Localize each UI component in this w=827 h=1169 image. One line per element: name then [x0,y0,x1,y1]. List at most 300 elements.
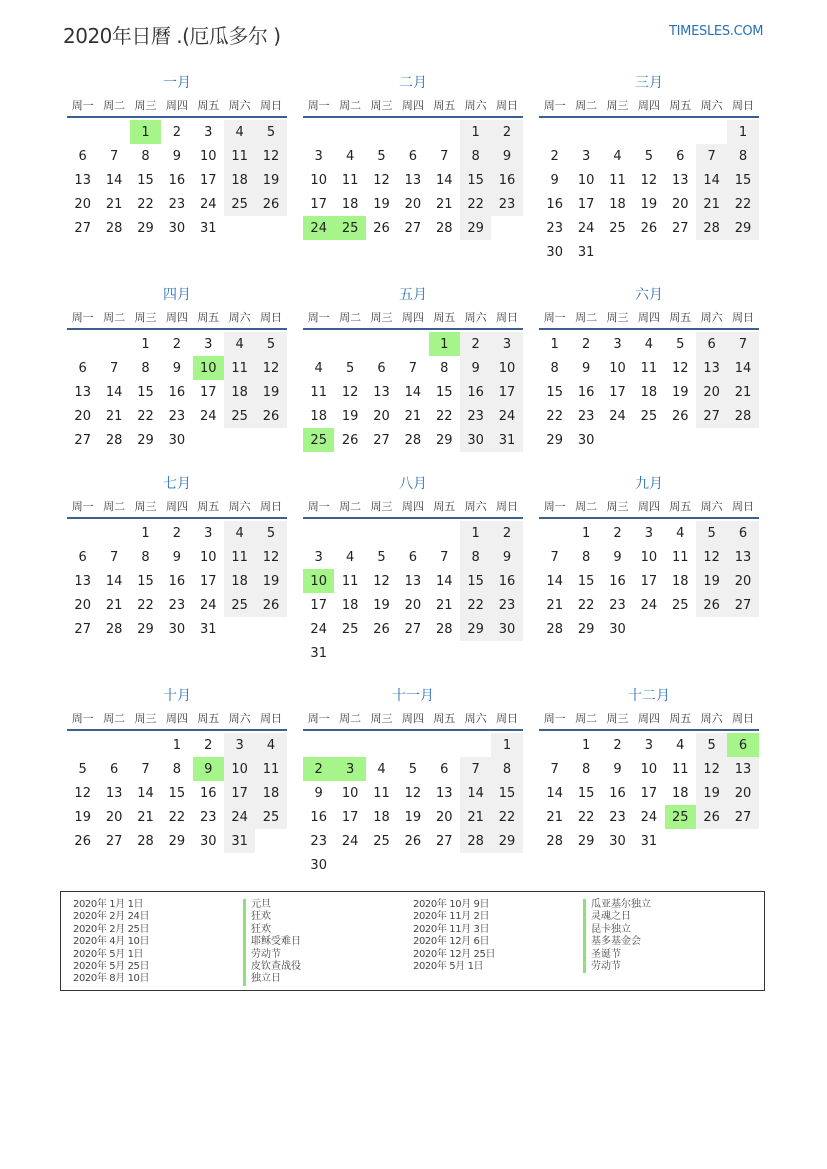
day-cell: 22 [137,597,154,613]
legend-holiday-name: 元旦 [243,899,301,911]
day-cell: 11 [671,549,689,565]
day-cell: 17 [577,196,595,212]
day-cell: 27 [727,593,758,617]
month-block [303,473,523,665]
day-cell: 15 [577,573,595,589]
header-rule [539,328,759,330]
day-cell: 13 [105,785,123,801]
day-cell: 14 [105,172,123,188]
day-cell: 4 [345,148,355,164]
day-cell: 6 [78,360,87,376]
day-cell: 4 [676,737,685,753]
month-name: 十月 [163,688,191,704]
weekday-label: 周六 [228,500,251,513]
day-cell: 27 [74,621,91,637]
day-cell: 19 [671,384,689,400]
day-cell: 29 [460,216,491,240]
day-cell: 11 [224,144,255,168]
day-cell: 26 [671,408,689,424]
month-name: 十二月 [628,688,670,704]
day-cell: 19 [341,408,359,424]
day-cell: 12 [74,785,91,801]
weekday-label: 周六 [700,99,723,112]
month-name: 七月 [163,476,191,492]
holiday-cell: 24 [303,216,334,240]
header-rule [539,729,759,731]
empty-cell [633,120,664,144]
day-cell: 26 [255,593,286,617]
day-cell: 17 [199,172,217,188]
day-cell: 9 [172,148,181,164]
day-cell: 13 [696,356,727,380]
day-cell: 12 [671,360,689,376]
day-cell: 22 [137,408,154,424]
weekday-label: 周六 [228,712,251,725]
empty-cell [366,521,397,545]
holiday-cell: 1 [130,120,161,144]
header-rule [67,116,287,118]
day-cell: 1 [727,120,758,144]
weekday-label: 周六 [464,99,487,112]
day-cell: 14 [105,384,123,400]
day-cell: 2 [613,737,622,753]
day-cell: 6 [408,148,417,164]
weekday-label: 周二 [339,99,362,112]
legend-date: 2020年 2月 25日 [73,923,150,935]
month-name: 八月 [399,476,427,492]
day-cell: 23 [199,809,217,825]
day-cell: 1 [141,336,150,352]
day-cell: 24 [341,833,359,849]
day-cell: 10 [199,148,217,164]
weekday-label: 周日 [496,99,519,112]
day-cell: 11 [609,172,626,188]
day-cell: 27 [404,621,422,637]
day-cell: 21 [546,597,563,613]
weekday-label: 周四 [637,311,660,324]
day-cell: 10 [310,172,327,188]
day-cell: 26 [373,220,390,236]
weekday-label: 周五 [669,99,692,112]
day-cell: 11 [341,573,359,589]
day-cell: 8 [491,757,522,781]
day-cell: 17 [224,781,255,805]
day-cell: 19 [640,196,658,212]
weekday-header [539,707,759,729]
holiday-cell: 25 [334,216,365,240]
legend-date: 2020年 12月 25日 [413,948,496,960]
header-rule [303,517,523,519]
legend-date: 2020年 1月 1日 [73,899,144,910]
day-cell: 22 [460,192,491,216]
day-cell: 10 [640,549,658,565]
weekday-label: 周日 [496,500,519,513]
day-cell: 15 [435,384,453,400]
day-cell: 23 [168,196,186,212]
weekday-label: 周四 [401,712,424,725]
day-cell: 26 [341,432,359,448]
weekday-label: 周一 [71,712,94,725]
day-cell: 21 [727,380,758,404]
day-cell: 12 [696,545,727,569]
day-cell: 11 [310,384,327,400]
day-cell: 24 [224,805,255,829]
day-cell: 16 [168,172,186,188]
empty-cell [366,120,397,144]
day-cell: 14 [727,356,758,380]
day-cell: 24 [199,196,217,212]
empty-cell [570,120,601,144]
day-cell: 20 [373,408,390,424]
day-cell: 5 [644,148,653,164]
empty-cell [397,733,428,757]
weekday-label: 周三 [134,500,157,513]
day-cell: 25 [671,597,689,613]
day-grid [303,521,523,665]
day-cell: 27 [74,220,91,236]
day-cell: 4 [314,360,323,376]
day-cell: 20 [435,809,453,825]
day-cell: 11 [224,356,255,380]
empty-cell [397,332,428,356]
day-cell: 12 [255,545,286,569]
legend-date: 2020年 10月 9日 [413,899,490,910]
legend-holiday-name: 狂欢 [243,911,301,923]
empty-cell [366,733,397,757]
day-cell: 26 [696,805,727,829]
month-block [67,284,287,452]
day-cell: 2 [550,148,559,164]
day-cell: 27 [671,220,689,236]
day-cell: 27 [404,220,422,236]
day-cell: 22 [137,196,154,212]
weekday-label: 周三 [134,311,157,324]
day-cell: 15 [727,168,758,192]
day-cell: 21 [105,408,123,424]
empty-cell [460,733,491,757]
site-link[interactable]: TIMESLES.COM [669,24,764,39]
month-block [67,72,287,240]
day-cell: 21 [460,805,491,829]
month-name: 二月 [399,75,427,91]
day-cell: 30 [168,220,186,236]
weekday-header [539,306,759,328]
month-block [303,685,523,877]
day-cell: 29 [137,621,154,637]
weekday-header [539,94,759,116]
day-grid [539,521,759,641]
weekday-label: 周日 [496,311,519,324]
day-cell: 9 [613,761,622,777]
weekday-label: 周四 [165,99,188,112]
day-cell: 24 [640,597,658,613]
day-cell: 24 [491,404,522,428]
day-cell: 16 [546,196,563,212]
empty-cell [539,120,570,144]
day-cell: 16 [609,785,626,801]
day-cell: 26 [373,621,390,637]
day-cell: 4 [224,332,255,356]
holiday-cell: 10 [193,356,224,380]
day-grid [303,120,523,240]
weekday-label: 周一 [543,99,566,112]
weekday-label: 周四 [401,311,424,324]
day-cell: 30 [310,857,327,873]
weekday-label: 周一 [307,712,330,725]
day-cell: 8 [141,360,150,376]
day-cell: 18 [609,196,626,212]
day-cell: 18 [341,597,359,613]
day-cell: 19 [404,809,422,825]
weekday-label: 周三 [134,99,157,112]
weekday-label: 周五 [197,99,220,112]
weekday-label: 周五 [433,99,456,112]
day-cell: 5 [255,332,286,356]
day-cell: 23 [491,593,522,617]
day-cell: 15 [168,785,186,801]
day-cell: 12 [640,172,658,188]
day-cell: 7 [550,549,559,565]
day-cell: 26 [74,833,91,849]
weekday-label: 周二 [575,500,598,513]
day-cell: 19 [696,569,727,593]
day-cell: 16 [199,785,217,801]
day-grid [67,733,287,853]
day-cell: 30 [168,621,186,637]
day-cell: 26 [696,593,727,617]
day-cell: 3 [204,124,213,140]
weekday-label: 周二 [103,311,126,324]
day-cell: 9 [460,356,491,380]
legend-date: 2020年 5月 1日 [73,948,144,960]
day-cell: 10 [577,172,595,188]
day-cell: 15 [460,168,491,192]
header-rule [303,116,523,118]
header-rule [303,729,523,731]
day-cell: 12 [696,757,727,781]
day-cell: 19 [255,380,286,404]
day-cell: 6 [696,332,727,356]
day-cell: 23 [609,597,626,613]
month-name: 一月 [163,75,191,91]
day-cell: 21 [546,809,563,825]
day-cell: 9 [314,785,323,801]
legend-holiday-name: 昆卡独立 [583,924,651,936]
holiday-cell: 9 [193,757,224,781]
day-cell: 26 [255,192,286,216]
day-cell: 8 [581,761,591,777]
header-rule [67,517,287,519]
day-cell: 6 [408,549,417,565]
day-cell: 10 [341,785,359,801]
day-cell: 8 [141,148,150,164]
weekday-label: 周四 [637,500,660,513]
header-rule [303,328,523,330]
empty-cell [98,521,129,545]
day-grid [539,733,759,853]
day-cell: 11 [640,360,658,376]
legend-date: 2020年 4月 10日 [73,936,150,948]
day-cell: 11 [224,545,255,569]
day-cell: 13 [404,172,422,188]
legend-holiday-name: 皮钦查战役 [243,961,301,973]
weekday-label: 周一 [543,712,566,725]
day-cell: 13 [74,573,91,589]
day-grid [303,733,523,877]
weekday-label: 周一 [307,500,330,513]
day-cell: 20 [727,569,758,593]
day-cell: 16 [460,380,491,404]
day-cell: 6 [676,148,685,164]
day-cell: 2 [613,525,622,541]
day-cell: 5 [408,761,417,777]
day-cell: 18 [640,384,658,400]
day-cell: 3 [491,332,522,356]
day-cell: 21 [404,408,422,424]
day-cell: 30 [609,833,626,849]
day-cell: 23 [546,220,563,236]
day-cell: 8 [172,761,181,777]
day-cell: 13 [74,172,91,188]
day-cell: 15 [137,384,154,400]
day-cell: 2 [491,120,522,144]
legend-holiday-name: 独立日 [243,973,301,985]
month-block [539,685,759,853]
day-cell: 16 [168,573,186,589]
day-cell: 4 [613,148,622,164]
day-cell: 26 [640,220,658,236]
empty-cell [67,332,98,356]
month-block [303,284,523,452]
weekday-label: 周日 [732,500,755,513]
header-rule [67,328,287,330]
day-cell: 9 [581,360,591,376]
day-cell: 7 [141,761,150,777]
empty-cell [539,521,570,545]
day-cell: 6 [727,521,758,545]
day-cell: 4 [676,525,685,541]
day-cell: 18 [224,168,255,192]
day-cell: 18 [373,809,390,825]
day-cell: 20 [74,196,91,212]
day-cell: 6 [377,360,386,376]
weekday-label: 周一 [71,311,94,324]
day-cell: 5 [377,549,386,565]
day-cell: 24 [199,597,217,613]
day-cell: 2 [581,336,591,352]
day-cell: 29 [491,829,522,853]
month-block [67,685,287,853]
weekday-label: 周一 [543,500,566,513]
weekday-label: 周三 [606,712,629,725]
day-cell: 10 [491,356,522,380]
empty-cell [67,120,98,144]
day-cell: 19 [696,781,727,805]
holiday-cell: 25 [303,428,334,452]
holiday-cell: 3 [334,757,365,781]
day-grid [67,332,287,452]
empty-cell [366,332,397,356]
day-cell: 15 [137,573,154,589]
day-cell: 12 [373,172,390,188]
weekday-label: 周日 [260,311,283,324]
day-cell: 3 [613,336,622,352]
weekday-label: 周二 [339,712,362,725]
weekday-label: 周二 [339,311,362,324]
day-cell: 15 [137,172,154,188]
day-cell: 3 [644,525,653,541]
month-name: 六月 [635,287,663,303]
weekday-label: 周一 [543,311,566,324]
day-cell: 28 [435,220,453,236]
day-cell: 24 [199,408,217,424]
day-cell: 25 [373,833,390,849]
day-cell: 13 [727,757,758,781]
weekday-label: 周四 [165,712,188,725]
day-cell: 23 [460,404,491,428]
day-cell: 22 [727,192,758,216]
day-cell: 19 [255,168,286,192]
header-rule [67,729,287,731]
day-cell: 15 [546,384,563,400]
weekday-label: 周一 [71,500,94,513]
holiday-cell: 25 [665,805,696,829]
weekday-label: 周四 [637,99,660,112]
day-cell: 30 [546,244,563,260]
weekday-label: 周日 [732,99,755,112]
weekday-label: 周四 [165,500,188,513]
weekday-label: 周三 [606,99,629,112]
empty-cell [303,733,334,757]
day-cell: 23 [310,833,327,849]
day-cell: 6 [78,148,87,164]
weekday-header [303,495,523,517]
day-cell: 30 [199,833,217,849]
weekday-label: 周五 [433,500,456,513]
legend-date: 2020年 5月 25日 [73,961,150,973]
day-cell: 21 [696,192,727,216]
day-cell: 28 [546,621,563,637]
day-cell: 1 [581,525,591,541]
day-cell: 29 [168,833,186,849]
day-cell: 20 [727,781,758,805]
day-cell: 5 [255,120,286,144]
month-block [539,72,759,264]
day-cell: 24 [640,809,658,825]
month-name: 九月 [635,476,663,492]
weekday-label: 周六 [700,712,723,725]
weekday-label: 周三 [606,311,629,324]
day-cell: 8 [460,545,491,569]
legend-date: 2020年 8月 10日 [73,973,150,985]
weekday-label: 周五 [669,712,692,725]
day-cell: 31 [577,244,595,260]
day-cell: 20 [74,408,91,424]
day-cell: 5 [696,521,727,545]
weekday-label: 周四 [401,500,424,513]
day-cell: 28 [105,220,123,236]
day-cell: 4 [345,549,355,565]
day-cell: 24 [609,408,626,424]
weekday-label: 周一 [307,99,330,112]
weekday-label: 周六 [700,311,723,324]
weekday-label: 周日 [496,712,519,725]
weekday-label: 周六 [228,311,251,324]
day-cell: 27 [696,404,727,428]
day-cell: 19 [373,196,390,212]
day-cell: 25 [255,805,286,829]
day-cell: 11 [255,757,286,781]
